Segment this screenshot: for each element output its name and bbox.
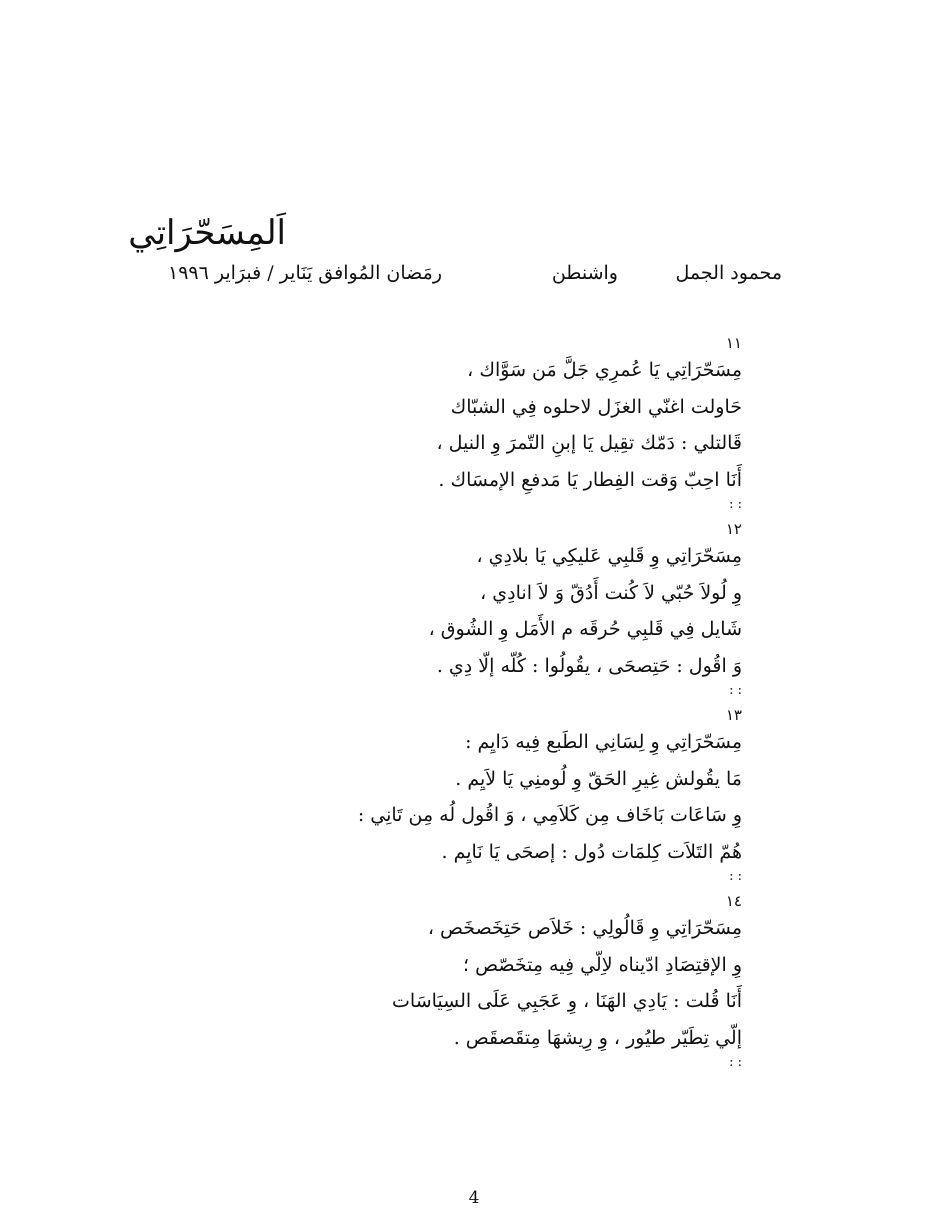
verse-line: حَاولت اغنّي الغزَل لاحلوه فِي الشبّاك <box>450 395 742 418</box>
verse-line: هُمّ التَلاَت كِلمَات دُول : إصحَى يَا نَايِم . <box>441 840 742 863</box>
verse-line: مِسَحّرَاتِي وِ قَالُولِي : خَلاَص حَتِخَصخَص ، <box>427 917 742 939</box>
author-name: محمود الجمل <box>675 262 782 284</box>
poem-title: اَلمِسَحّرَاتِي <box>128 213 286 253</box>
page-number: 4 <box>468 1188 480 1208</box>
verse-line: مَا يقُولش غِيرِ الحَقّ وِ لُومنِي يَا لاَيِم . <box>455 767 742 790</box>
stanza <box>122 520 742 700</box>
stanza <box>122 334 742 514</box>
poem-body <box>122 334 742 1078</box>
verse-line: أَنَا احِبّ وَقت الفِطار يَا مَدفعِ الإمسَاك . <box>438 468 742 491</box>
stanza-separator: : : <box>729 497 742 512</box>
verse-line: إلّي تِطَيّر طيُور ، وِ رِيشهَا مِتقَصقَص . <box>453 1026 742 1049</box>
verse-line: وِ الإقتِصَادِ ادّيناه لاِلّي فِيه مِتخَصّص ؛ <box>462 953 742 976</box>
stanza-number: ١١ <box>725 334 742 352</box>
header-meta <box>167 262 782 298</box>
verse-line: مِسَحّرَاتِي وِ قَلبِي عَليكِي يَا بلادِي ، <box>476 545 742 567</box>
stanza <box>122 892 742 1072</box>
stanza-separator: : : <box>729 869 742 884</box>
verse-line: مِسَحّرَاتِي يَا عُمرِي جَلَّ مَن سَوَّاك ، <box>467 359 742 381</box>
stanza-number: ١٢ <box>725 520 742 538</box>
stanza-number: ١٣ <box>725 706 742 724</box>
stanza-separator: : : <box>729 683 742 698</box>
verse-line: وِ سَاعَات بَاخَاف مِن كَلاَمِي ، وَ اقُول لُه مِن تَانِي : <box>357 804 742 826</box>
verse-line: وِ لُولاَ حُبّي لاَ كُنت أَدُقّ وَ لاَ انادِي ، <box>480 581 742 604</box>
stanza <box>122 706 742 886</box>
date-line: رمَضان المُوافق يَنَاير / فبرَاير ١٩٩٦ <box>167 262 442 284</box>
verse-line: شَايل فِي قَلبِي حُرقَه م الأَمَل وِ الشُوق ، <box>428 618 742 640</box>
stanza-number: ١٤ <box>725 892 742 910</box>
stanza-separator: : : <box>729 1055 742 1070</box>
verse-line: وَ اقُول : حَتِصحَى ، يقُولُوا : كُلّه إلّا دِي . <box>436 654 742 677</box>
verse-line: مِسَحّرَاتِي وِ لِسَانِي الطَبع فِيه دَايِم : <box>465 731 742 753</box>
verse-line: أَنَا قُلت : يَادِي الهَنَا ، وِ عَجَبِي عَلَى السِيَاسَات <box>392 990 742 1012</box>
verse-line: قَالتلي : دَمّك تقِيل يَا إبنِ التّمرَ وِ النيل ، <box>436 432 742 454</box>
place-name: واشنطن <box>551 262 618 284</box>
